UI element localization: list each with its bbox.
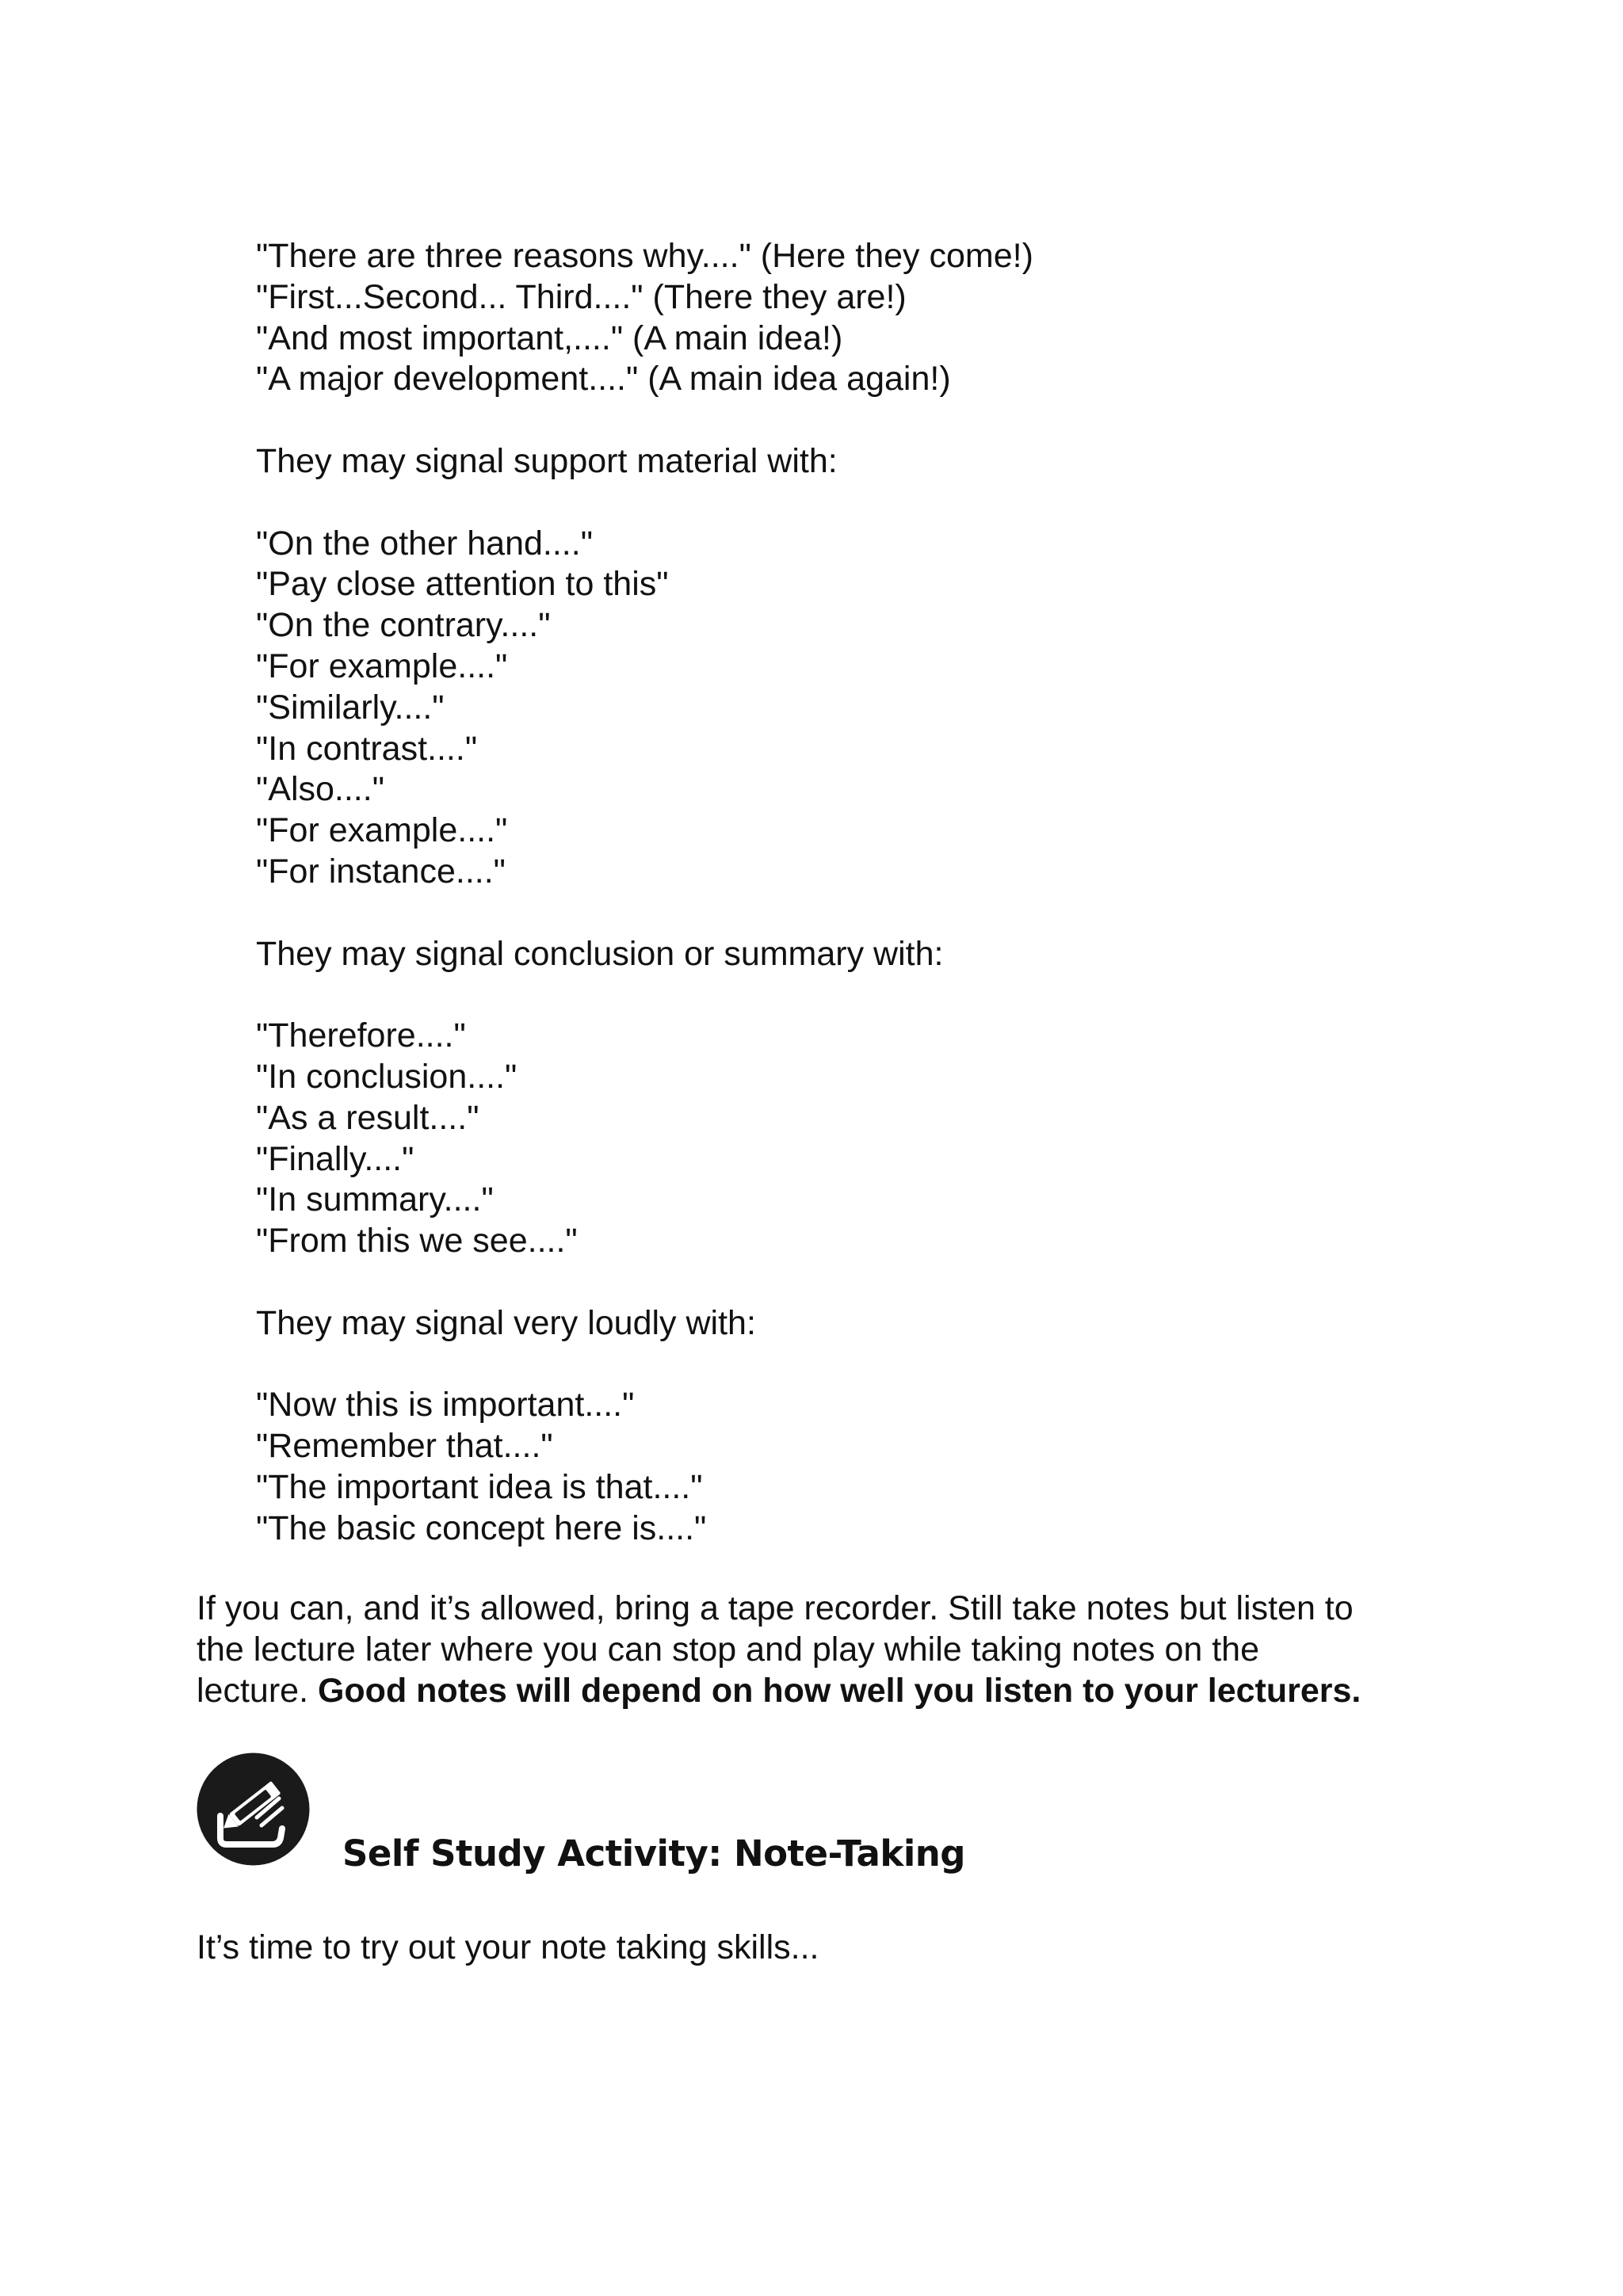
support-item: "For instance...." — [256, 852, 506, 891]
conclusion-heading: They may signal conclusion or summary with: — [256, 934, 944, 973]
paragraph-line — [197, 1671, 1465, 1712]
signal-phrases-block — [256, 236, 1445, 1550]
support-item: "Also...." — [256, 770, 384, 809]
loud-item: "Remember that...." — [256, 1427, 553, 1466]
support-item: "For example...." — [256, 646, 508, 685]
emphasis-text: Good notes will depend on how well you listen to your lecturers. — [317, 1671, 1361, 1710]
conclusion-item: "From this we see...." — [256, 1222, 578, 1261]
intro-signal-line: "There are three reasons why...." (Here they come!) — [256, 237, 1033, 275]
paragraph-text: lecture. — [197, 1671, 318, 1710]
loud-item: "The important idea is that...." — [256, 1467, 703, 1506]
pencil-notepad-icon — [197, 1753, 310, 1866]
paragraph-line: If you can, and it’s allowed, bring a tape recorder. Still take notes but listen to — [197, 1589, 1354, 1627]
tape-recorder-paragraph — [197, 1589, 1465, 1711]
paragraph-line: the lecture later where you can stop and play while taking notes on the — [197, 1630, 1259, 1669]
loud-item: "The basic concept here is...." — [256, 1508, 707, 1547]
conclusion-item: "In conclusion...." — [256, 1057, 517, 1096]
loud-heading: They may signal very loudly with: — [256, 1303, 756, 1342]
support-item: "Pay close attention to this" — [256, 565, 669, 604]
conclusion-item: "As a result...." — [256, 1098, 479, 1137]
conclusion-item: "Finally...." — [256, 1139, 414, 1178]
conclusion-item: "Therefore...." — [256, 1016, 466, 1055]
intro-signal-line: "And most important,...." (A main idea!) — [256, 318, 843, 357]
intro-signal-line: "First...Second... Third...." (There they are!) — [256, 277, 907, 316]
loud-item: "Now this is important...." — [256, 1386, 635, 1425]
activity-heading: Self Study Activity: Note-Taking — [342, 1833, 966, 1875]
support-heading: They may signal support material with: — [256, 441, 838, 480]
support-item: "For example...." — [256, 811, 508, 850]
activity-intro: It’s time to try out your note taking skills... — [197, 1928, 819, 1966]
support-item: "On the other hand...." — [256, 524, 593, 563]
intro-signal-line: "A major development...." (A main idea again!) — [256, 360, 951, 399]
conclusion-item: "In summary...." — [256, 1180, 494, 1219]
support-item: "In contrast...." — [256, 729, 478, 768]
support-item: "Similarly...." — [256, 688, 445, 727]
support-item: "On the contrary...." — [256, 606, 551, 645]
